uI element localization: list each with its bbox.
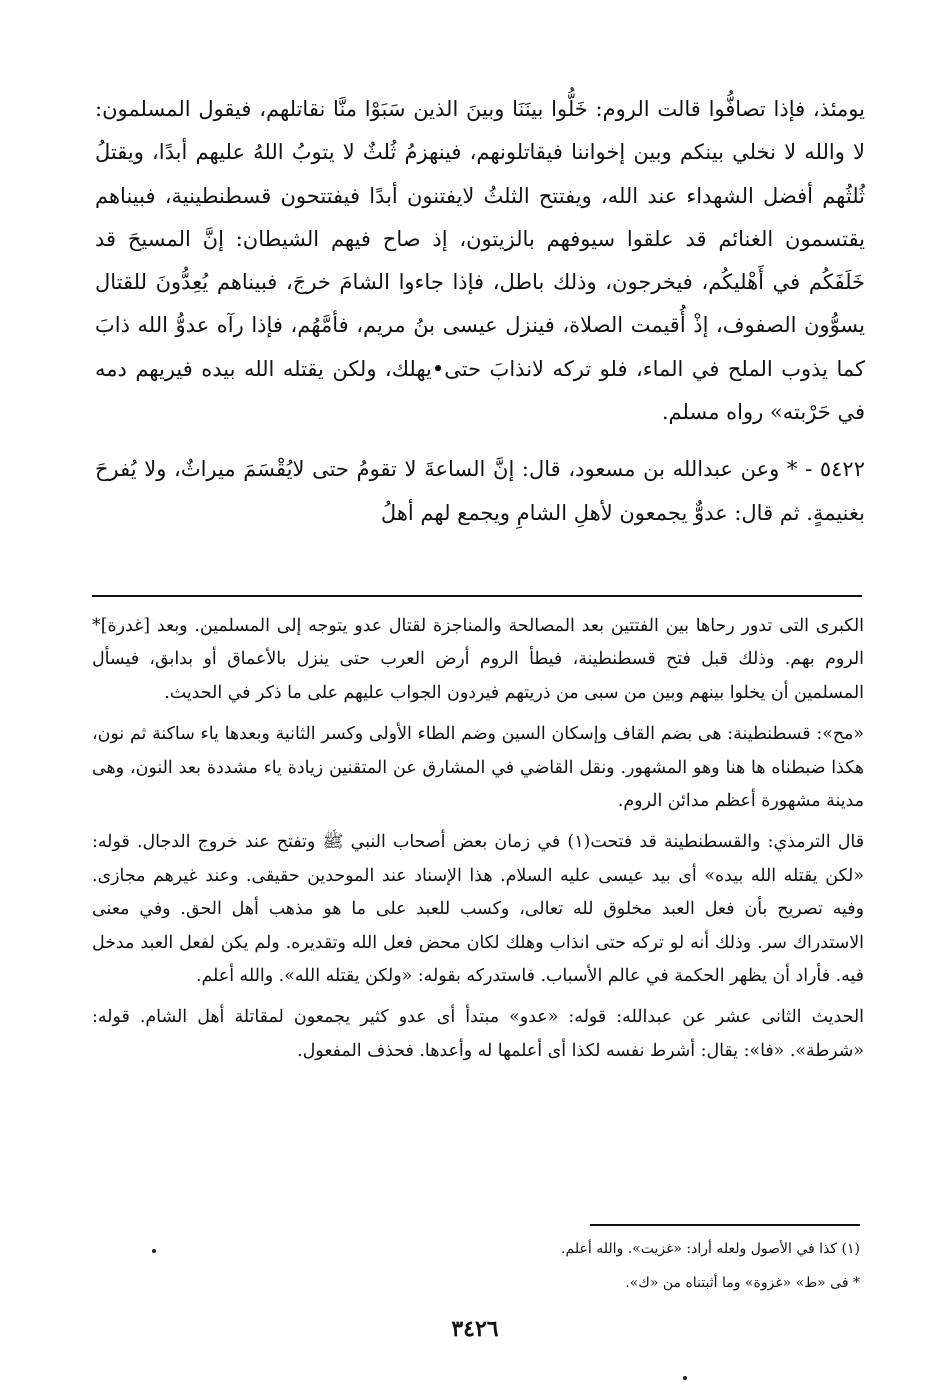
commentary-paragraph: الحديث الثانى عشر عن عبدالله: قوله: «عدو» مبتدأ أى عدو كثير يجمعون لمقاتلة أهل الشام. قوله: «شرطة». «فا»: يقال: أشرط نفسه لكذا أى أعلمها له وأعدها. فحذف المفعول. bbox=[92, 1007, 864, 1061]
hadith-paragraph: يومئذ، فإذا تصافُّوا قالت الروم: خَلُّوا بينَنَا وبينَ الذين سَبَوْا منَّا نقاتلهم، فيقول المسلمون: لا والله لا نخلي بينكم وبين إخواننا فيقاتلونهم، فينهزمُ ثُلثٌ لا يتوبُ اللهُ عليهم أبدًا، ويقتلُ ثُلثُهم أفضل الشهداء عند الله، ويفتتح الثلثُ لايفتنون أبدًا فيفتتحون قسطنطينية، فبيناهم يقتسمون الغنائم قد علقوا سيوفهم بالزيتون، إذ صاح فيهم الشيطان: إنَّ المسيحَ قد خَلَفَكُم في أَهْليكُم، فيخرجون، وذلك باطل، فإذا جاءوا الشامَ خرجَ، فبيناهم يُعِدُّونَ للقتال يسوُّون الصفوف، إذْ أُقيمت الصلاة، فينزل عيسى بنُ مريم، فأمَّهُم، فإذا رآه عدوُّ الله ذابَ كما يذوب الملح في الماء، فلو تركه لانذابَ حتى•يهلك، ولكن يقتله الله بيده فيريهم دمه في حَرْبته» رواه مسلم. bbox=[95, 97, 865, 425]
commentary-paragraph: «مح»: قسطنطينة: هى بضم القاف وإسكان السين وضم الطاء الأولى وكسر الثانية وبعدها ياء ساكنة ثم نون، هكذا ضبطناه ها هنا وهو المشهور. ونقل القاضي في المشارق عن المتقنين زيادة ياء مشددة بعد النون، وهى مدينة مشهورة أعظم مدائن الروم. bbox=[92, 724, 864, 812]
page-number: ٣٤٢٦ bbox=[451, 1316, 499, 1342]
footnote-divider bbox=[590, 1224, 860, 1226]
commentary-section bbox=[92, 610, 864, 1074]
footnotes bbox=[380, 1232, 860, 1300]
hadith-text bbox=[95, 88, 865, 535]
commentary-paragraph: الكبرى التى تدور رحاها بين الفتتين بعد المصالحة والمناجزة لقتال عدو يتوجه إلى المسلمين. وبعد [غدرة]* الروم بهم. وذلك قبل فتح قسطنطينة، فيطأ الروم أرض العرب حتى ينزل بالأعماق أو بدابق، فيسأل المسلمين أن يخلوا بينهم وبين من سبى من ذريتهم فيردون الجواب عليهم على ما ذكر في الحديث. bbox=[92, 616, 864, 703]
footnote-2: * فى «ط» «غزوة» وما أثبتناه من «ك». bbox=[625, 1275, 860, 1291]
hadith-5422: ٥٤٢٢ - * وعن عبدالله بن مسعود، قال: إنَّ الساعةَ لا تقومُ حتى لايُقْسَمَ ميراثٌ، ولا يُفرحَ بغنيمةٍ. ثم قال: عدوٌّ يجمعون لأهلِ الشامِ ويجمع لهم أهلُ bbox=[95, 457, 865, 525]
ink-speck bbox=[152, 1249, 156, 1253]
ink-speck bbox=[683, 1376, 687, 1380]
section-divider bbox=[92, 595, 862, 597]
commentary-paragraph: قال الترمذي: والقسطنطينة قد فتحت(١) في زمان بعض أصحاب النبي ﷺ وتفتح عند خروج الدجال. قوله: «لكن يقتله الله بيده» أى بيد عيسى عليه السلام. هذا الإسناد عند الموحدين حقيقى. وعند غيرهم مجازى. وفيه تصريح بأن فعل العبد مخلوق لله تعالى، وكسب للعبد على ما هو مذهب أهل الحق. وفي معنى الاستدراك سر. وذلك أنه لو تركه حتى انذاب وهلك لكان محض فعل الله وتقديره. ولم يكن لفعل العبد مدخل فيه. فأراد أن يظهر الحكمة في عالم الأسباب. فاستدركه بقوله: «ولكن يقتله الله». والله أعلم. bbox=[92, 832, 865, 987]
footnote-1: (١) كذا في الأصول ولعله أراد: «غزيت». والله أعلم. bbox=[561, 1241, 860, 1257]
